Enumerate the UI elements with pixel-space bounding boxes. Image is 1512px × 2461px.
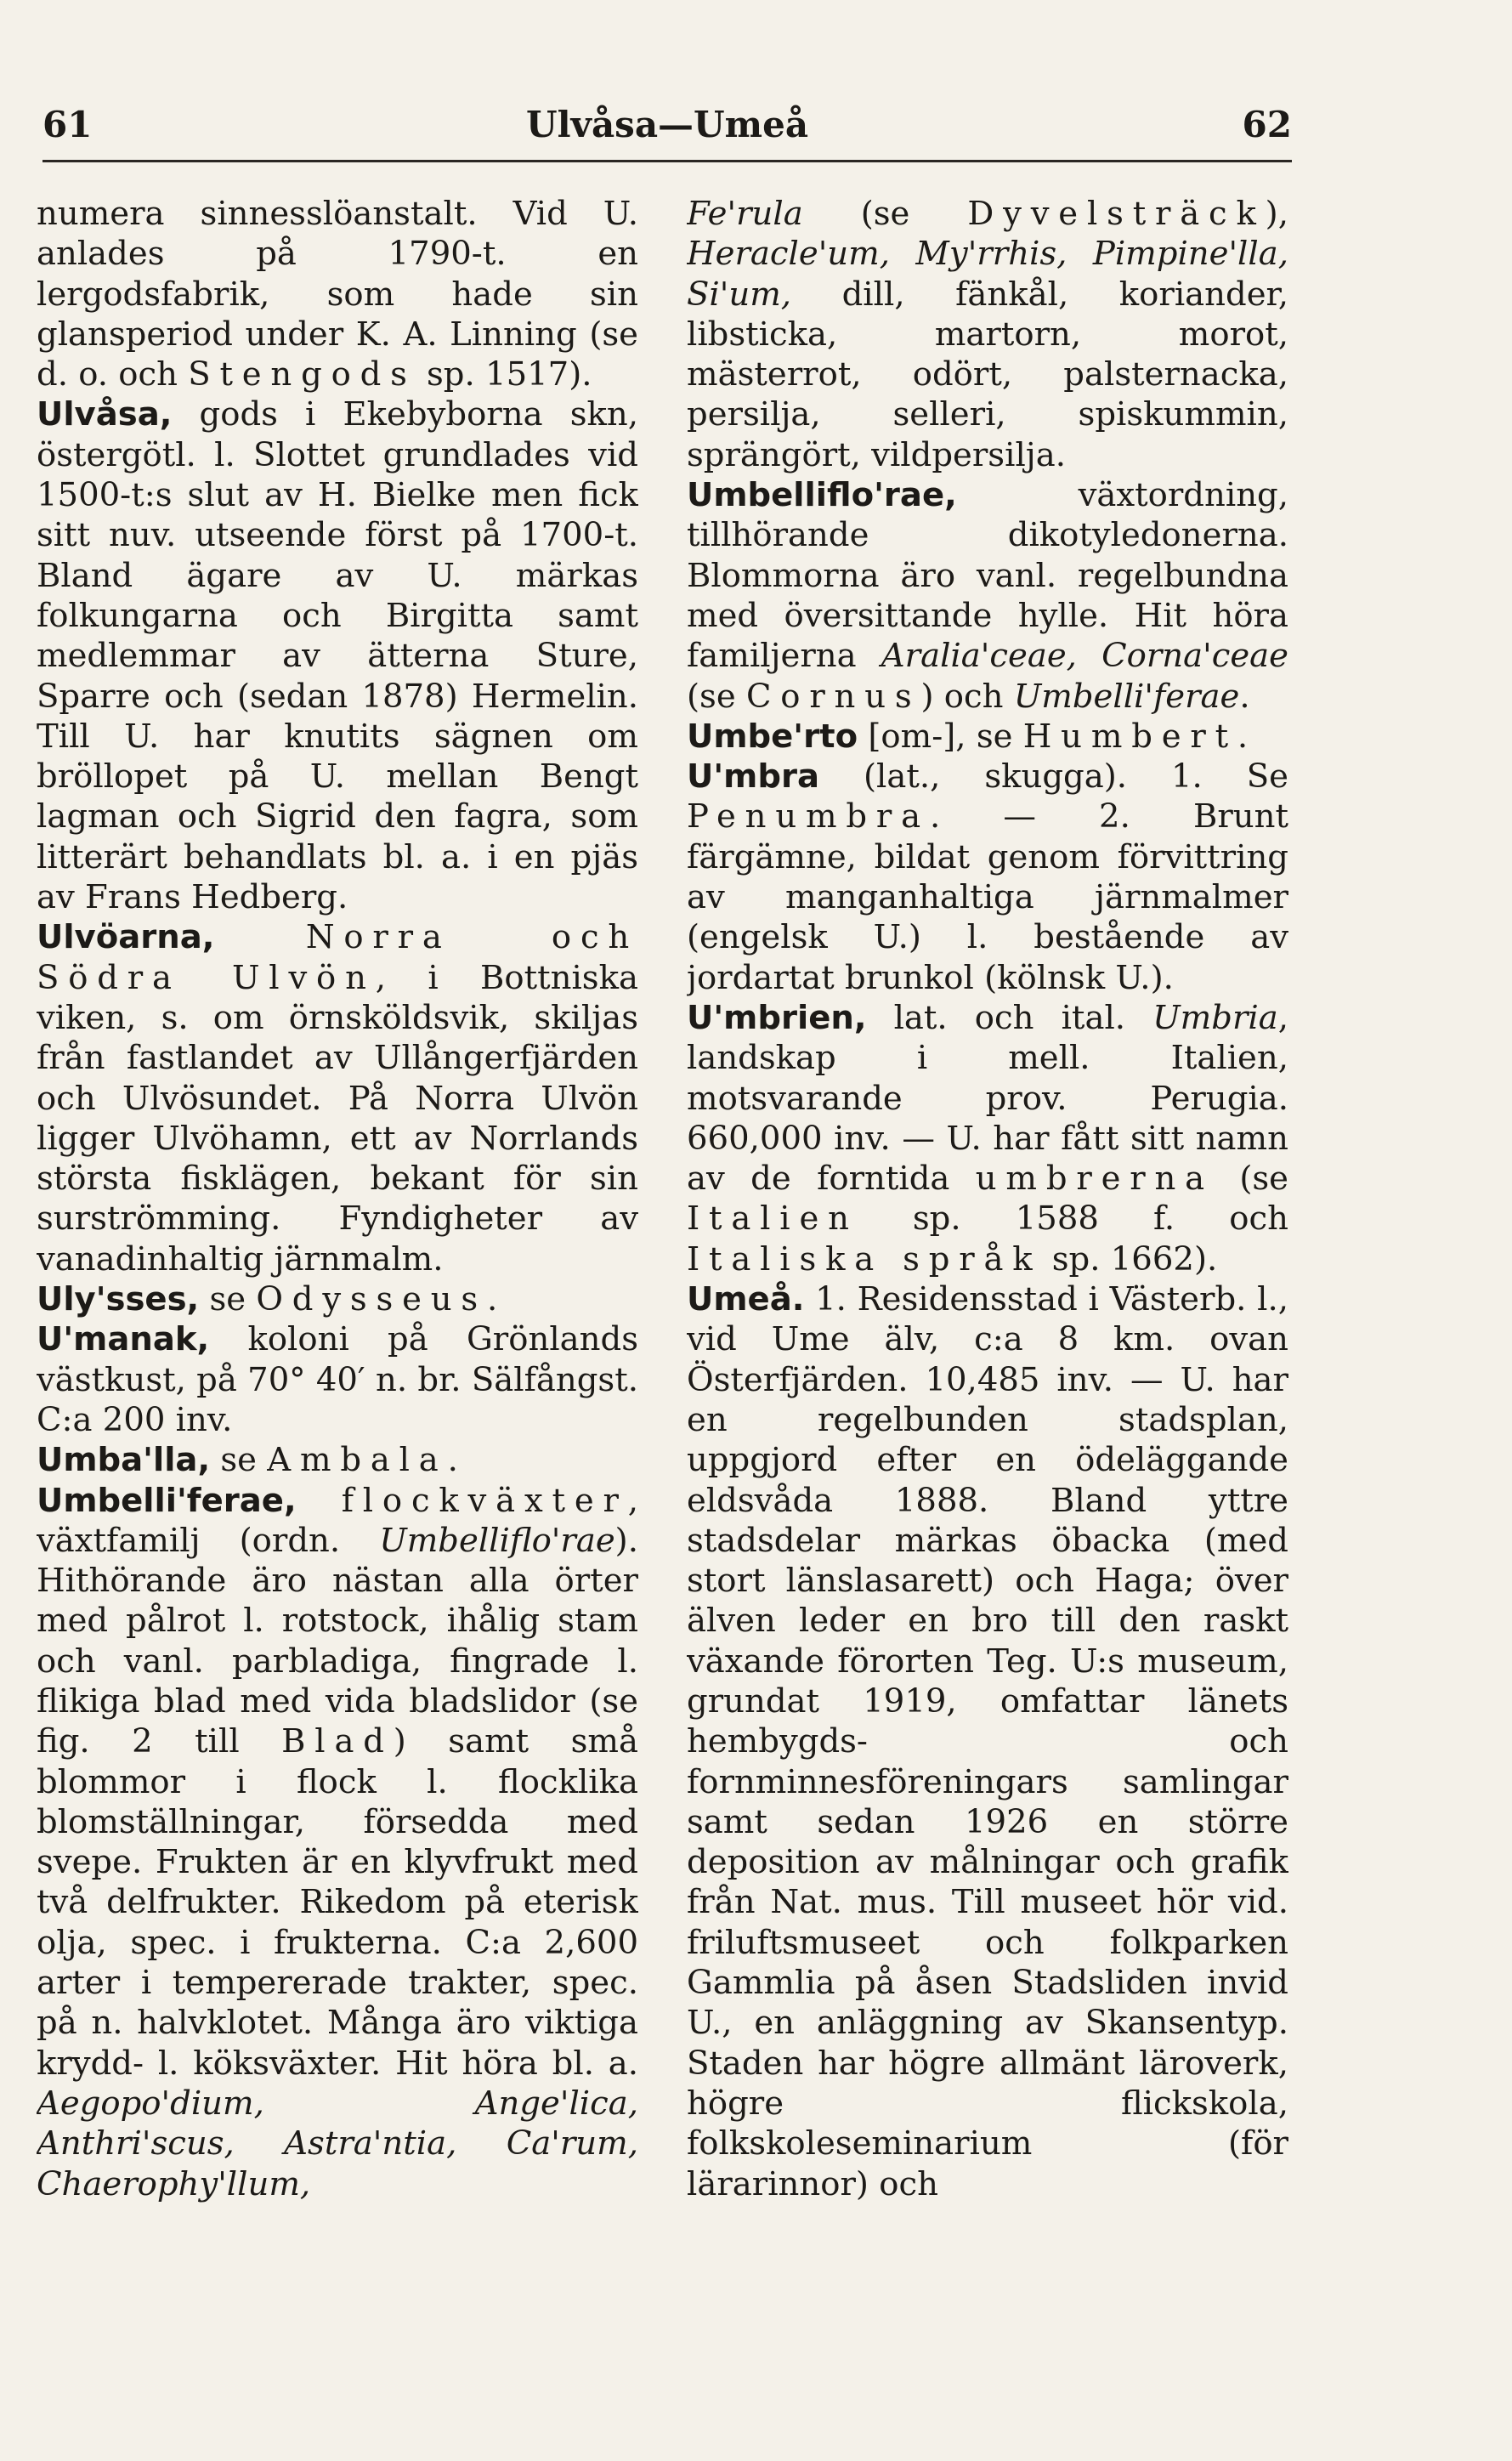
entry-umanak: U'manak, koloni på Grönlands västkust, på 70° 40′ n. br. Sälfångst. C:a 200 inv. [37, 1320, 638, 1439]
cross-reference[interactable]: Ambala [267, 1441, 448, 1480]
cross-reference[interactable]: Humbert [1022, 717, 1237, 756]
entry-continuation: Fe'rula (se Dyvelsträck), Heracle'um, My'rrhis, Pimpine'lla, Si'um, dill, fänkål, koriander, libsticka, martorn, morot, mästerrot, odört, palsternacka, persilja, selleri, spiskummin, sprängört, vildpersilja. [687, 195, 1288, 474]
entry-umea: Umeå. 1. Residensstad i Västerb. l., vid Ume älv, c:a 8 km. ovan Österfjärden. 10,485 inv. — U. har en regelbunden stadsplan, uppgjord efter en ödeläggande eldsvåda 1888. Bland yttre stadsdelar märkas öbacka (med stort länslasarett) och Haga; över älven leder en bro till den raskt växande förorten Teg. U:s museum, grundat 1919, omfattar länets hembygds- och fornminnesföreningars samlingar samt sedan 1926 en större deposition av målningar och grafik från Nat. mus. Till museet hör vid. friluftsmuseet och folkparken Gammlia på åsen Stadsliden invid U., en anläggning av Skansentyp. Staden har högre allmänt läroverk, högre flickskola, folkskoleseminarium (för lärarinnor) och [687, 1280, 1288, 2203]
entry-umberto: Umbe'rto [om-], se Humbert. [687, 717, 1249, 756]
cross-reference[interactable]: Blad [281, 1722, 394, 1761]
entry-continuation: numera sinnesslöanstalt. Vid U. anlades på 1790-t. en lergodsfabrik, som hade sin glansperiod under K. A. Linning (se d. o. och Stengods sp. 1517). [37, 195, 638, 394]
entry-ulvoarna: Ulvöarna, Norra och Södra Ulvön, i Bottniska viken, s. om örnsköldsvik, skiljas från fastlandet av Ullångerfjärden och Ulvösundet. På Norra Ulvön ligger Ulvöhamn, ett av Norrlands största fisklägen, bekant för sin surströmming. Fyndigheter av vanadinhaltig järnmalm. [37, 918, 638, 1279]
cross-reference[interactable]: Cornus [745, 677, 921, 716]
headword: Ulvåsa, [37, 395, 173, 434]
cross-reference[interactable]: flockväxter [341, 1481, 628, 1520]
cross-reference[interactable]: Norra och Södra Ulvön [37, 918, 638, 997]
entry-umbelliferae: Umbelli'ferae, flockväxter, växtfamilj (ordn. Umbelliflo'rae). Hithörande äro nästan alla örter med pålrot l. rotstock, ihålig stam och vanl. parbladiga, fingrade l. flikiga blad med vida bladslidor (se fig. 2 till Blad) samt små blommor i flock l. flocklika blomställningar, försedda med svepe. Frukten är en klyvfrukt med två delfrukter. Rikedom på eterisk olja, spec. i frukterna. C:a 2,600 arter i tempererade trakter, spec. på n. halvklotet. Många äro viktiga krydd- l. köksväxter. Hit höra bl. a. Aegopo'dium, Ange'lica, Anthri'scus, Astra'ntia, Ca'rum, Chaerophy'llum, [37, 1481, 638, 2203]
cross-reference[interactable]: Stengods [188, 355, 416, 394]
page-number-right: 62 [1242, 104, 1292, 145]
headword: Ulvöarna, [37, 918, 215, 957]
entry-umbrien: U'mbrien, lat. och ital. Umbria, landskap i mell. Italien, motsvarande prov. Perugia. 660,000 inv. — U. har fått sitt namn av de forntida umbrerna (se Italien sp. 1588 f. och Italiska språk sp. 1662). [687, 998, 1288, 1279]
running-title: Ulvåsa—Umeå [525, 104, 809, 145]
headword: U'mbra [687, 757, 820, 797]
page-header [42, 100, 1292, 162]
right-column [687, 194, 1288, 2251]
headword: U'manak, [37, 1320, 210, 1359]
headword: Umbelliflo'rae, [687, 476, 957, 515]
headword: Umbe'rto [687, 717, 858, 756]
headword: Umeå. [687, 1280, 805, 1319]
headword: Umba'lla, [37, 1441, 211, 1480]
headword: U'mbrien, [687, 998, 867, 1037]
left-column [37, 194, 638, 2251]
entry-ulysses: Uly'sses, se Odysseus. [37, 1280, 498, 1319]
cross-reference[interactable]: Italiska språk [687, 1239, 1042, 1279]
entry-umballa: Umba'lla, se Ambala. [37, 1441, 458, 1480]
entry-ulvasa: Ulvåsa, gods i Ekebyborna skn, östergötl. l. Slottet grundlades vid 1500-t:s slut av H. Bielke men fick sitt nuv. utseende först på 1700-t. Bland ägare av U. märkas folkungarna och Birgitta samt medlemmar av ätterna Sture, Sparre och (sedan 1878) Hermelin. Till U. har knutits sägnen om bröllopet på U. mellan Bengt lagman och Sigrid den fagra, som litterärt behandlats bl. a. i en pjäs av Frans Hedberg. [37, 395, 638, 917]
page-number-left: 61 [42, 104, 93, 145]
headword: Umbelli'ferae, [37, 1481, 297, 1520]
cross-reference[interactable]: Italien [687, 1199, 858, 1239]
cross-reference[interactable]: umbrerna [975, 1160, 1214, 1199]
cross-reference[interactable]: Dyvelsträck [967, 195, 1266, 233]
entry-umbelliflorae: Umbelliflo'rae, växtordning, tillhörande dikotyledonerna. Blommorna äro vanl. regelbundna med översittande hylle. Hit höra familjerna Aralia'ceae, Corna'ceae (se Cornus) och Umbelli'ferae. [687, 476, 1288, 716]
cross-reference[interactable]: Odysseus [256, 1280, 488, 1319]
cross-reference[interactable]: Penumbra [687, 797, 930, 836]
headword: Uly'sses, [37, 1280, 200, 1319]
entry-umbra: U'mbra (lat., skugga). 1. Se Penumbra. — 2. Brunt färgämne, bildat genom förvittring av manganhaltiga järnmalmer (engelsk U.) l. bestående av jordartat brunkol (kölnsk U.). [687, 757, 1288, 997]
